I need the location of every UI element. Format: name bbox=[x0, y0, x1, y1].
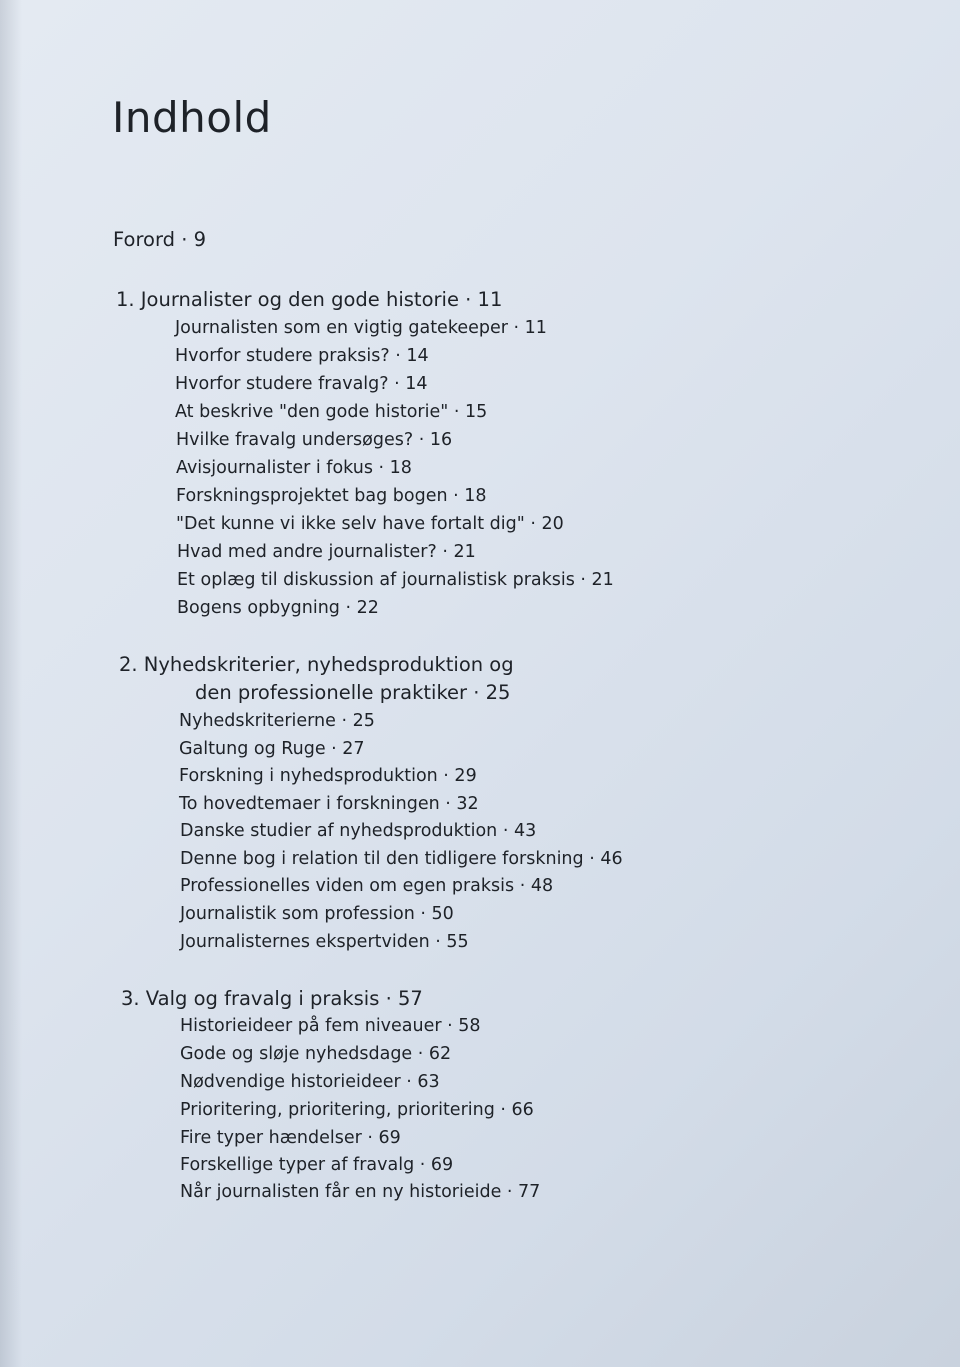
toc-entry: Bogens opbygning · 22 bbox=[177, 598, 379, 618]
toc-entry: Nyhedskriterierne · 25 bbox=[179, 711, 375, 731]
chapter-1-heading: 1. Journalister og den gode historie · 11 bbox=[116, 288, 503, 311]
chapter-3-heading: 3. Valg og fravalg i praksis · 57 bbox=[121, 987, 423, 1010]
toc-entry: Galtung og Ruge · 27 bbox=[179, 739, 365, 759]
toc-entry: Hvorfor studere fravalg? · 14 bbox=[175, 374, 428, 394]
toc-entry: Denne bog i relation til den tidligere forskning · 46 bbox=[180, 849, 623, 869]
toc-entry: "Det kunne vi ikke selv have fortalt dig" · 20 bbox=[176, 514, 564, 534]
toc-entry: Forskning i nyhedsproduktion · 29 bbox=[179, 766, 477, 786]
page-fold-shadow bbox=[0, 0, 22, 1367]
toc-entry: Fire typer hændelser · 69 bbox=[180, 1128, 401, 1148]
toc-entry: At beskrive "den gode historie" · 15 bbox=[175, 402, 488, 422]
chapter-2-heading: 2. Nyhedskriterier, nyhedsproduktion og bbox=[119, 653, 514, 676]
page-title: Indhold bbox=[112, 93, 272, 142]
toc-entry: Et oplæg til diskussion af journalistisk praksis · 21 bbox=[177, 570, 614, 590]
toc-entry: Hvorfor studere praksis? · 14 bbox=[175, 346, 429, 366]
toc-entry: Forskellige typer af fravalg · 69 bbox=[180, 1155, 454, 1175]
toc-entry: Professionelles viden om egen praksis · 48 bbox=[180, 876, 554, 896]
toc-forord: Forord · 9 bbox=[113, 228, 207, 251]
toc-entry: Avisjournalister i fokus · 18 bbox=[176, 458, 412, 478]
toc-entry: Historieideer på fem niveauer · 58 bbox=[180, 1016, 481, 1036]
toc-entry: Danske studier af nyhedsproduktion · 43 bbox=[180, 821, 537, 841]
toc-entry: Journalistik som profession · 50 bbox=[180, 904, 454, 924]
toc-entry: Hvad med andre journalister? · 21 bbox=[177, 542, 476, 562]
toc-entry: To hovedtemaer i forskningen · 32 bbox=[179, 794, 479, 814]
toc-entry: Nødvendige historieideer · 63 bbox=[180, 1072, 440, 1092]
toc-entry: Journalisten som en vigtig gatekeeper · 11 bbox=[175, 318, 547, 338]
toc-entry: Journalisternes ekspertviden · 55 bbox=[180, 932, 469, 952]
toc-entry: Hvilke fravalg undersøges? · 16 bbox=[176, 430, 453, 450]
chapter-2-heading-cont: den professionelle praktiker · 25 bbox=[195, 681, 511, 704]
toc-entry: Gode og sløje nyhedsdage · 62 bbox=[180, 1044, 452, 1064]
toc-entry: Når journalisten får en ny historieide · 77 bbox=[180, 1182, 541, 1202]
toc-entry: Forskningsprojektet bag bogen · 18 bbox=[176, 486, 487, 506]
toc-entry: Prioritering, prioritering, prioritering · 66 bbox=[180, 1100, 534, 1120]
